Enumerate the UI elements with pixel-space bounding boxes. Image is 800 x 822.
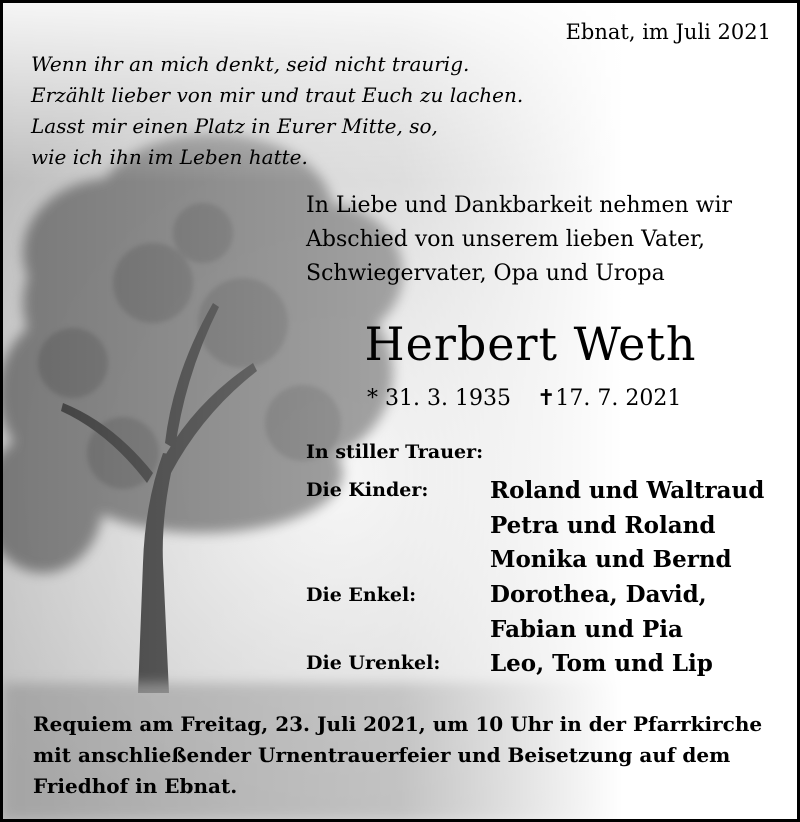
family-member: Roland und Waltraud <box>490 477 765 504</box>
place-date: Ebnat, im Juli 2021 <box>565 20 771 44</box>
service-line: Friedhof in Ebnat. <box>33 774 238 798</box>
family-label-great-grandchildren: Die Urenkel: <box>306 652 441 674</box>
family-member: Leo, Tom und Lip <box>490 650 713 677</box>
farewell-intro <box>306 189 732 291</box>
poem-line: Erzählt lieber von mir und traut Euch zu lachen. <box>31 83 524 107</box>
birth-date: * 31. 3. 1935 <box>367 386 511 411</box>
service-announcement <box>33 709 762 802</box>
mourning-heading: In stiller Trauer: <box>306 441 484 463</box>
poem-line: wie ich ihn im Leben hatte. <box>31 145 308 169</box>
intro-line: Schwiegervater, Opa und Uropa <box>306 261 665 286</box>
death-date: ✝17. 7. 2021 <box>536 386 682 411</box>
family-label-grandchildren: Die Enkel: <box>306 584 417 606</box>
poem-line: Wenn ihr an mich denkt, seid nicht traurig. <box>31 52 470 76</box>
memorial-poem <box>31 49 523 173</box>
family-member: Petra und Roland <box>490 512 716 539</box>
family-member: Monika und Bernd <box>490 546 732 573</box>
family-member: Dorothea, David, <box>490 581 707 608</box>
family-label-children: Die Kinder: <box>306 479 429 501</box>
life-dates <box>367 386 681 411</box>
deceased-name: Herbert Weth <box>364 317 697 371</box>
poem-line: Lasst mir einen Platz in Eurer Mitte, so, <box>31 114 438 138</box>
service-line: Requiem am Freitag, 23. Juli 2021, um 10 Uhr in der Pfarrkirche <box>33 712 763 736</box>
intro-line: Abschied von unserem lieben Vater, <box>306 227 706 252</box>
service-line: mit anschließender Urnentrauerfeier und Beisetzung auf dem <box>33 743 731 767</box>
family-member: Fabian und Pia <box>490 616 683 643</box>
intro-line: In Liebe und Dankbarkeit nehmen wir <box>306 193 733 218</box>
